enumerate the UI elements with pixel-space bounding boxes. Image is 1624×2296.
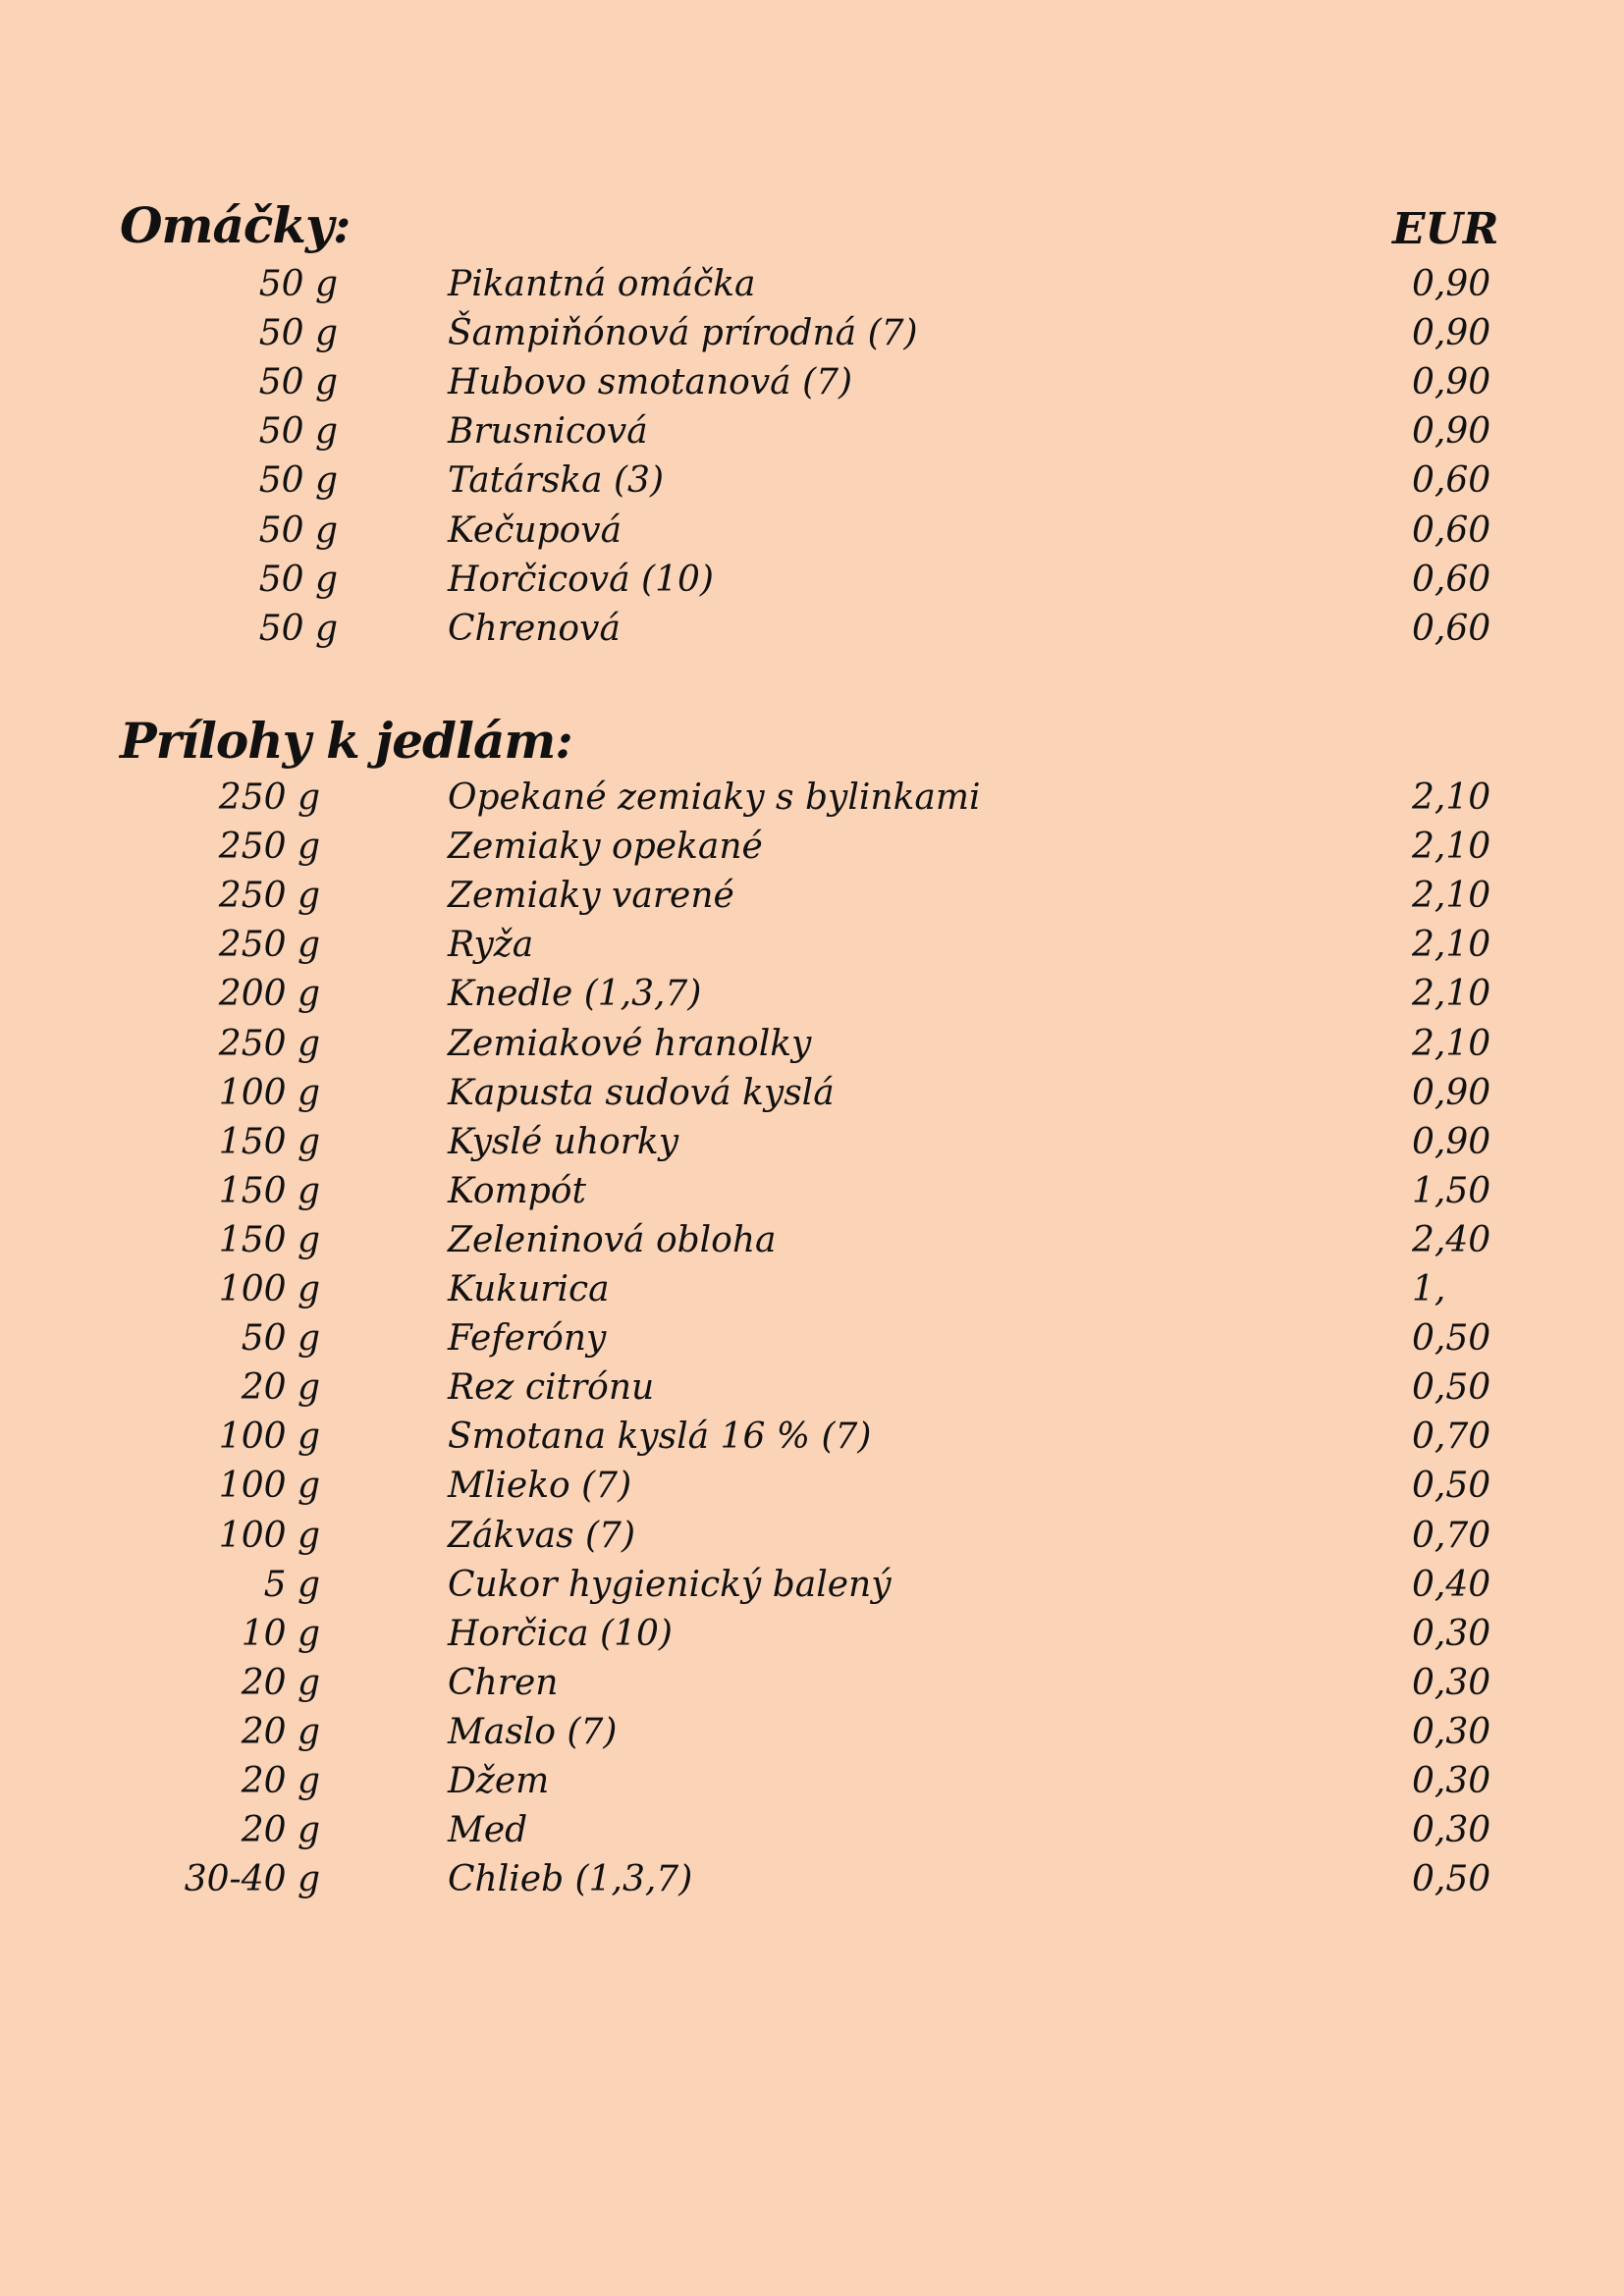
item-weight: 150 g (218, 1170, 320, 1211)
item-name: Horčicová (10) (448, 559, 714, 600)
item-weight: 100 g (218, 1416, 320, 1458)
item-weight: 20 g (241, 1367, 320, 1409)
item-name: Pikantná omáčka (448, 264, 756, 304)
list-item (0, 1413, 1624, 1462)
item-name: Zákvas (7) (448, 1515, 636, 1556)
item-name: Džem (448, 1761, 550, 1801)
item-weight: 50 g (258, 559, 338, 600)
list-item (0, 1561, 1624, 1610)
item-name: Hubovo smotanová (7) (448, 362, 853, 403)
item-name: Maslo (7) (448, 1711, 618, 1752)
item-weight: 5 g (263, 1564, 320, 1605)
list-item (0, 309, 1624, 358)
list-item (0, 605, 1624, 654)
item-weight: 50 g (258, 509, 338, 551)
list-item (0, 921, 1624, 970)
item-name: Chren (448, 1662, 559, 1703)
item-price: 0,90 (1412, 1072, 1491, 1113)
item-weight: 50 g (258, 411, 338, 453)
item-weight: 50 g (258, 362, 338, 403)
item-weight: 20 g (241, 1810, 320, 1851)
list-item (0, 774, 1624, 823)
item-weight: 10 g (241, 1613, 320, 1654)
list-item (0, 1806, 1624, 1855)
list-item (0, 507, 1624, 556)
item-price: 1,50 (1412, 1170, 1491, 1211)
item-weight: 150 g (218, 1121, 320, 1162)
item-name: Zeleninová obloha (448, 1219, 777, 1260)
item-price: 0,90 (1412, 264, 1491, 304)
item-price: 2,10 (1412, 876, 1491, 917)
item-name: Chlieb (1,3,7) (448, 1859, 693, 1900)
list-item (0, 1855, 1624, 1904)
list-item (0, 1216, 1624, 1265)
list-item (0, 1757, 1624, 1806)
item-name: Med (448, 1810, 528, 1851)
item-price: 0,90 (1412, 1121, 1491, 1162)
item-name: Feferóny (448, 1318, 607, 1360)
list-item (0, 456, 1624, 506)
item-name: Cukor hygienický balený (448, 1564, 892, 1605)
item-name: Mlieko (7) (448, 1466, 632, 1507)
list-item (0, 1462, 1624, 1511)
item-weight: 20 g (241, 1662, 320, 1703)
item-weight: 250 g (218, 876, 320, 917)
item-price: 0,60 (1412, 608, 1491, 649)
item-name: Tatárska (3) (448, 460, 665, 502)
item-name: Knedle (1,3,7) (448, 974, 702, 1015)
item-price: 2,10 (1412, 827, 1491, 868)
item-price: 0,60 (1412, 460, 1491, 502)
list-item (0, 260, 1624, 309)
list-item (0, 1363, 1624, 1413)
item-name: Zemiaky varené (448, 876, 734, 917)
item-weight: 100 g (218, 1072, 320, 1113)
item-name: Opekané zemiaky s bylinkami (448, 777, 981, 818)
item-weight: 20 g (241, 1761, 320, 1801)
item-name: Brusnicová (448, 411, 648, 453)
item-weight: 250 g (218, 827, 320, 868)
list-item (0, 1167, 1624, 1216)
item-price: 0,90 (1412, 411, 1491, 453)
item-price: 2,40 (1412, 1219, 1491, 1260)
list-item (0, 556, 1624, 605)
item-weight: 50 g (258, 608, 338, 649)
list-item (0, 1314, 1624, 1363)
item-weight: 50 g (258, 460, 338, 502)
item-name: Kyslé uhorky (448, 1121, 679, 1162)
item-name: Chrenová (448, 608, 621, 649)
item-name: Rez citrónu (448, 1367, 655, 1409)
item-price: 2,10 (1412, 1023, 1491, 1064)
list-item (0, 358, 1624, 407)
item-name: Zemiakové hranolky (448, 1023, 812, 1064)
item-price: 0,60 (1412, 509, 1491, 551)
list-item (0, 970, 1624, 1019)
item-price: 2,10 (1412, 777, 1491, 818)
item-name: Horčica (10) (448, 1613, 673, 1654)
item-price: 0,70 (1412, 1515, 1491, 1556)
list-item (0, 1610, 1624, 1659)
list-item (0, 407, 1624, 456)
item-weight: 200 g (218, 974, 320, 1015)
item-name: Zemiaky opekané (448, 827, 763, 868)
item-price: 0,30 (1412, 1613, 1491, 1654)
list-item (0, 1659, 1624, 1708)
list-item (0, 1512, 1624, 1561)
list-item (0, 823, 1624, 872)
item-name: Šampiňónová prírodná (7) (448, 313, 918, 354)
item-name: Kukurica (448, 1269, 610, 1309)
item-weight: 20 g (241, 1711, 320, 1752)
list-item (0, 1265, 1624, 1314)
item-weight: 100 g (218, 1269, 320, 1309)
item-price: 0,90 (1412, 313, 1491, 354)
item-price: 0,30 (1412, 1761, 1491, 1801)
list-item (0, 1708, 1624, 1757)
currency-header: EUR (1392, 204, 1499, 254)
item-name: Kompót (448, 1170, 586, 1211)
item-price: 0,30 (1412, 1810, 1491, 1851)
item-price: 0,30 (1412, 1662, 1491, 1703)
item-weight: 50 g (258, 264, 338, 304)
item-weight: 100 g (218, 1515, 320, 1556)
item-weight: 250 g (218, 925, 320, 966)
item-price: 2,10 (1412, 974, 1491, 1015)
item-name: Smotana kyslá 16 % (7) (448, 1416, 872, 1458)
item-weight: 30-40 g (184, 1859, 320, 1900)
list-item (0, 872, 1624, 921)
item-price: 0,40 (1412, 1564, 1491, 1605)
item-weight: 150 g (218, 1219, 320, 1260)
item-weight: 250 g (218, 777, 320, 818)
item-price: 0,90 (1412, 362, 1491, 403)
item-weight: 100 g (218, 1466, 320, 1507)
item-price: 0,30 (1412, 1711, 1491, 1752)
item-weight: 250 g (218, 1023, 320, 1064)
list-item (0, 1069, 1624, 1118)
item-name: Kečupová (448, 509, 623, 551)
item-price: 2,10 (1412, 925, 1491, 966)
section-title-omacky: Omáčky: (120, 196, 351, 254)
item-name: Ryža (448, 925, 534, 966)
item-price: 0,60 (1412, 559, 1491, 600)
item-price: 0,50 (1412, 1859, 1491, 1900)
list-item (0, 1118, 1624, 1167)
item-weight: 50 g (258, 313, 338, 354)
list-item (0, 1020, 1624, 1069)
item-price: 0,50 (1412, 1367, 1491, 1409)
item-name: Kapusta sudová kyslá (448, 1072, 835, 1113)
item-price: 0,50 (1412, 1318, 1491, 1360)
item-price: 0,50 (1412, 1466, 1491, 1507)
section-title-prilohy: Prílohy k jedlám: (120, 712, 572, 770)
item-price: 0,70 (1412, 1416, 1491, 1458)
item-weight: 50 g (241, 1318, 320, 1360)
item-price: 1, (1412, 1269, 1446, 1309)
